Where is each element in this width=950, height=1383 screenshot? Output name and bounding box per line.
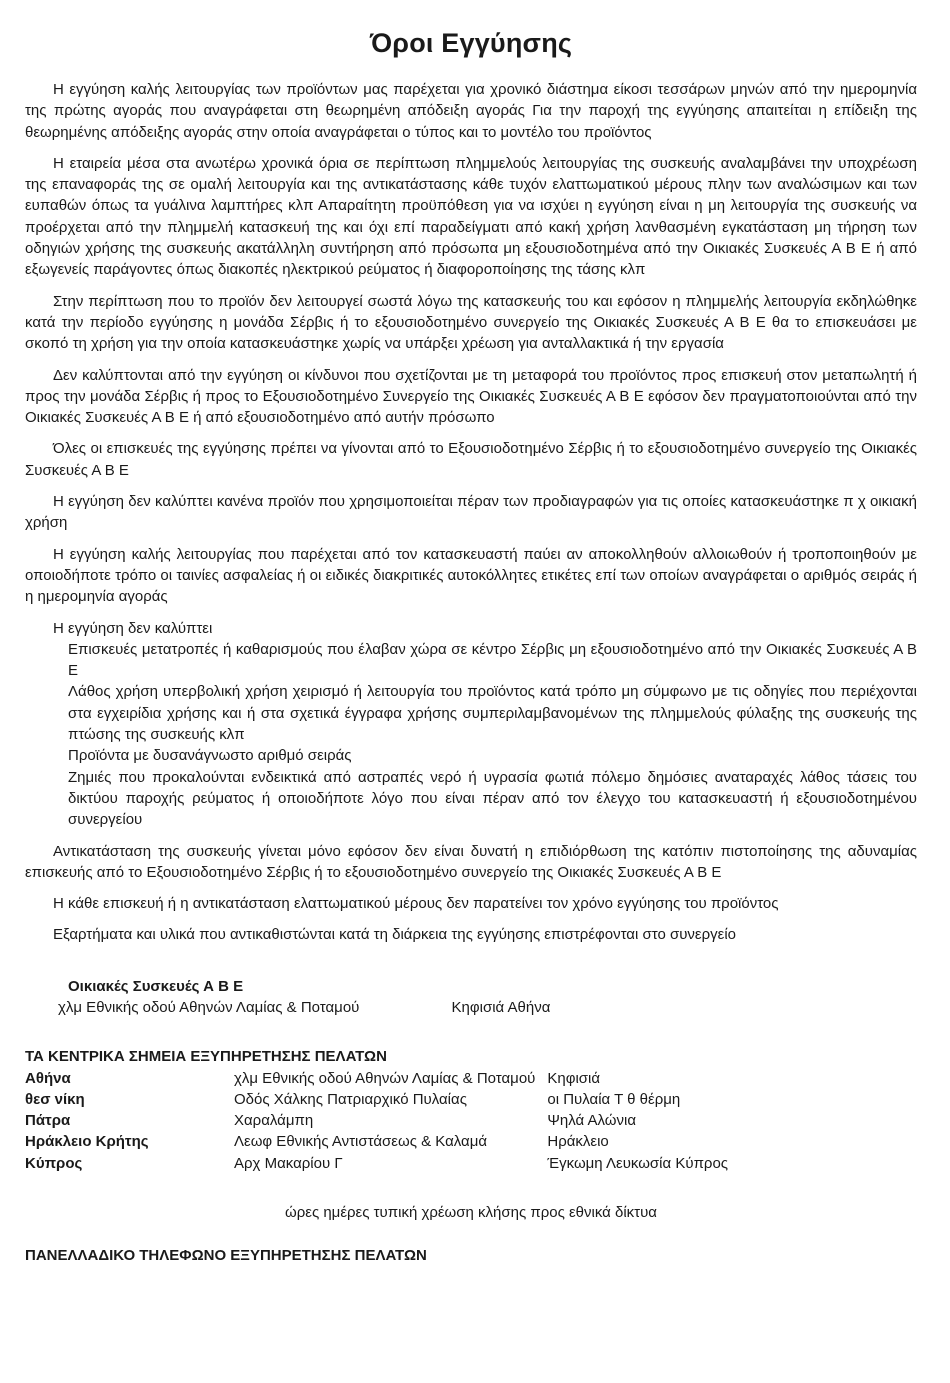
paragraph-authorized-service: Όλες οι επισκευές της εγγύησης πρέπει να γίνονται από το Εξουσιοδοτημένο Σέρβις ή το εξουσιοδοτημένο συνεργείο της Οικιακές Συσκευές Α Β Ε (25, 440, 917, 479)
exclusion-item: Προϊόντα με δυσανάγνωστο αριθμό σειράς (68, 747, 352, 765)
center-city: Κύπρος (25, 1154, 83, 1172)
paragraph-labels: Η εγγύηση καλής λειτουργίας που παρέχεται από τον κατασκευαστή παύει αν αποκολληθούν αλλοιωθούν ή τροποποιηθούν με οποιοδήποτε τρόπο οι ταινίες ασφαλείας ή οι ειδικές διακριτικές αυτοκόλλητες ετικέτες επί των οποίων αναγράφεται ο αριθμός σειράς ή η ημερομηνία αγοράς (25, 545, 917, 606)
center-street: Λεωφ Εθνικής Αντιστάσεως & Καλαμά (234, 1133, 488, 1151)
paragraph-parts-returned: Εξαρτήματα και υλικά που αντικαθιστώνται κατά τη διάρκεια της εγγύησης επιστρέφονται στο συνεργείο (53, 926, 736, 944)
paragraph-repair: Στην περίπτωση που το προϊόν δεν λειτουργεί σωστά λόγω της κατασκευής του και εφόσον η πλημμελής λειτουργία εκδηλώθηκε κατά την περίοδο εγγύησης η μονάδα Σέρβις ή το εξουσιοδοτημένο συνεργείο της Οικιακές Συσκευές Α Β Ε θα το επισκευάσει με σκοπό τη χρήση για την οποία κατασκευάστηκε χωρίς να υπάρξει χρέωση για ανταλλακτικά ή την εργασία (25, 292, 917, 353)
paragraph-transport-risk: Δεν καλύπτονται από την εγγύηση οι κίνδυνοι που σχετίζονται με τη μεταφορά του προϊόντος προς επισκευή στον μεταπωλητή ή προς την μονάδα Σέρβις ή προς το Εξουσιοδοτημένο Συνεργείο της Οικιακές Συσκευές Α Β Ε εφόσον δεν πραγματοποιούνται από την Οικιακές Συσκευές Α Β Ε ή από εξουσιοδοτημένο από αυτήν πρόσωπο (25, 366, 917, 427)
hours-note: ώρες ημέρες τυπική χρέωση κλήσης προς εθνικά δίκτυα (285, 1204, 657, 1222)
center-area: Έγκωμη Λευκωσία Κύπρος (547, 1154, 729, 1172)
table-row (25, 1089, 728, 1110)
exclusions-title: Η εγγύηση δεν καλύπτει (53, 619, 213, 637)
center-city: Ηράκλειο Κρήτης (25, 1133, 149, 1151)
table-row (25, 1110, 728, 1131)
paragraph-replacement: Αντικατάσταση της συσκευής γίνεται μόνο εφόσον δεν είναι δυνατή η επιδιόρθωση της κατόπιν πιστοποίησης της αδυναμίας επισκευής από το Εξουσιοδοτημένο Σέρβις ή το εξουσιοδοτημένο συνεργείο της Οικιακές Συσκευές Α Β Ε (25, 842, 917, 881)
document-title: Όροι Εγγύησης (369, 28, 573, 58)
exclusion-item: Λάθος χρήση υπερβολική χρήση χειρισμό ή λειτουργία του προϊόντος κατά τρόπο μη σύμφωνο με τις οδηγίες που περιέχονται στα εγχειρίδια χρήσης και ή στα σχετικά έγγραφα χρήσης συμπεριλαμβανομένων της πλημμελούς φύλαξης της συσκευής της πτώσης της συσκευής κλπ (68, 683, 917, 744)
phone-heading: ΠΑΝΕΛΛΑΔΙΚΟ ΤΗΛΕΦΩΝΟ ΕΞΥΠΗΡΕΤΗΣΗΣ ΠΕΛΑΤΩΝ (25, 1247, 427, 1265)
company-block (25, 976, 917, 1019)
service-centers-heading: ΤΑ ΚΕΝΤΡΙΚΑ ΣΗΜΕΙΑ ΕΞΥΠΗΡΕΤΗΣΗΣ ΠΕΛΑΤΩΝ (25, 1048, 387, 1066)
warranty-document (25, 28, 917, 1264)
exclusions-list (25, 639, 917, 831)
center-area: οι Πυλαία Τ θ θέρμη (547, 1090, 681, 1108)
center-street: Χαραλάμπη (234, 1112, 314, 1130)
center-street: Αρχ Μακαρίου Γ (234, 1154, 343, 1172)
company-city: Κηφισιά Αθήνα (451, 998, 551, 1016)
company-address-line (25, 997, 917, 1018)
company-address: χλμ Εθνικής οδού Αθηνών Λαμίας & Ποταμού (58, 998, 360, 1016)
center-area: Ηράκλειο (547, 1133, 609, 1151)
service-centers-table (25, 1068, 728, 1174)
center-city: Πάτρα (25, 1112, 71, 1130)
center-area: Ψηλά Αλώνια (547, 1112, 637, 1130)
paragraph-no-extension: Η κάθε επισκευή ή η αντικατάσταση ελαττωματικού μέρους δεν παρατείνει τον χρόνο εγγύησης του προϊόντος (53, 895, 779, 913)
paragraph-company-obligation: Η εταιρεία μέσα στα ανωτέρω χρονικά όρια σε περίπτωση πλημμελούς λειτουργίας της συσκευής αναλαμβάνει την υποχρέωση της επαναφοράς της σε ομαλή λειτουργία και της αντικατάστασης κάθε τυχόν ελαττωματικού μέρους πλην των αναλώσιμων και των ευπαθών όπως τα γυάλινα λαμπτήρες κλπ Απαραίτητη προϋπόθεση για να ισχύει η εγγύηση είναι η μη λειτουργία της συσκευής να προέρχεται από την πλημμελή κατασκευή της και όχι επί παραδείγματι από κακή χρήση λανθασμένη εγκατάσταση μη τήρηση των οδηγιών χρήσης της συσκευής ακατάλληλη συντήρηση από πρόσωπα μη εξουσιοδοτημένα από την Οικιακές Συσκευές Α Β Ε ή από εξωγενείς παράγοντες όπως διακοπές ηλεκτρικού ρεύματος ή διαφοροποίησης της τάσης κλπ (25, 154, 917, 279)
center-city: Αθήνα (25, 1069, 71, 1087)
paragraph-specifications: Η εγγύηση δεν καλύπτει κανένα προϊόν που χρησιμοποιείται πέραν των προδιαγραφών για τις οποίες κατασκευάστηκε π χ οικιακή χρήση (25, 493, 917, 532)
center-street: χλμ Εθνικής οδού Αθηνών Λαμίας & Ποταμού (234, 1069, 536, 1087)
center-city: θεσ νίκη (25, 1090, 85, 1108)
table-row (25, 1131, 728, 1152)
center-street: Οδός Χάλκης Πατριαρχικό Πυλαίας (234, 1090, 467, 1108)
company-name: Οικιακές Συσκευές Α Β Ε (68, 977, 244, 995)
service-centers (25, 1046, 917, 1174)
paragraph-warranty-period: Η εγγύηση καλής λειτουργίας των προϊόντων μας παρέχεται για χρονικό διάστημα είκοσι τεσσάρων μηνών από την ημερομηνία της πρώτης αγοράς που αναγράφεται στη θεωρημένη απόδειξη αγοράς Για την παροχή της εγγύησης απαιτείται η επίδειξη της θεωρημένης απόδειξης αγοράς στην οποία αναγράφεται ο τύπος και το μοντέλο του προϊόντος (25, 81, 917, 141)
exclusion-item: Ζημιές που προκαλούνται ενδεικτικά από αστραπές νερό ή υγρασία φωτιά πόλεμο δημόσιες αναταραχές λάθος τάσεις του δικτύου παροχής ρεύματος ή οποιοδήποτε λόγο που είναι πέραν από τον έλεγχο του κατασκευαστή ή εξουσιοδοτημένου συνεργείου (68, 768, 917, 829)
table-row (25, 1153, 728, 1174)
table-row (25, 1068, 728, 1089)
exclusion-item: Επισκευές μετατροπές ή καθαρισμούς που έλαβαν χώρα σε κέντρο Σέρβις μη εξουσιοδοτημένο από την Οικιακές Συσκευές Α Β Ε (68, 640, 917, 680)
center-area: Κηφισιά (547, 1069, 601, 1087)
